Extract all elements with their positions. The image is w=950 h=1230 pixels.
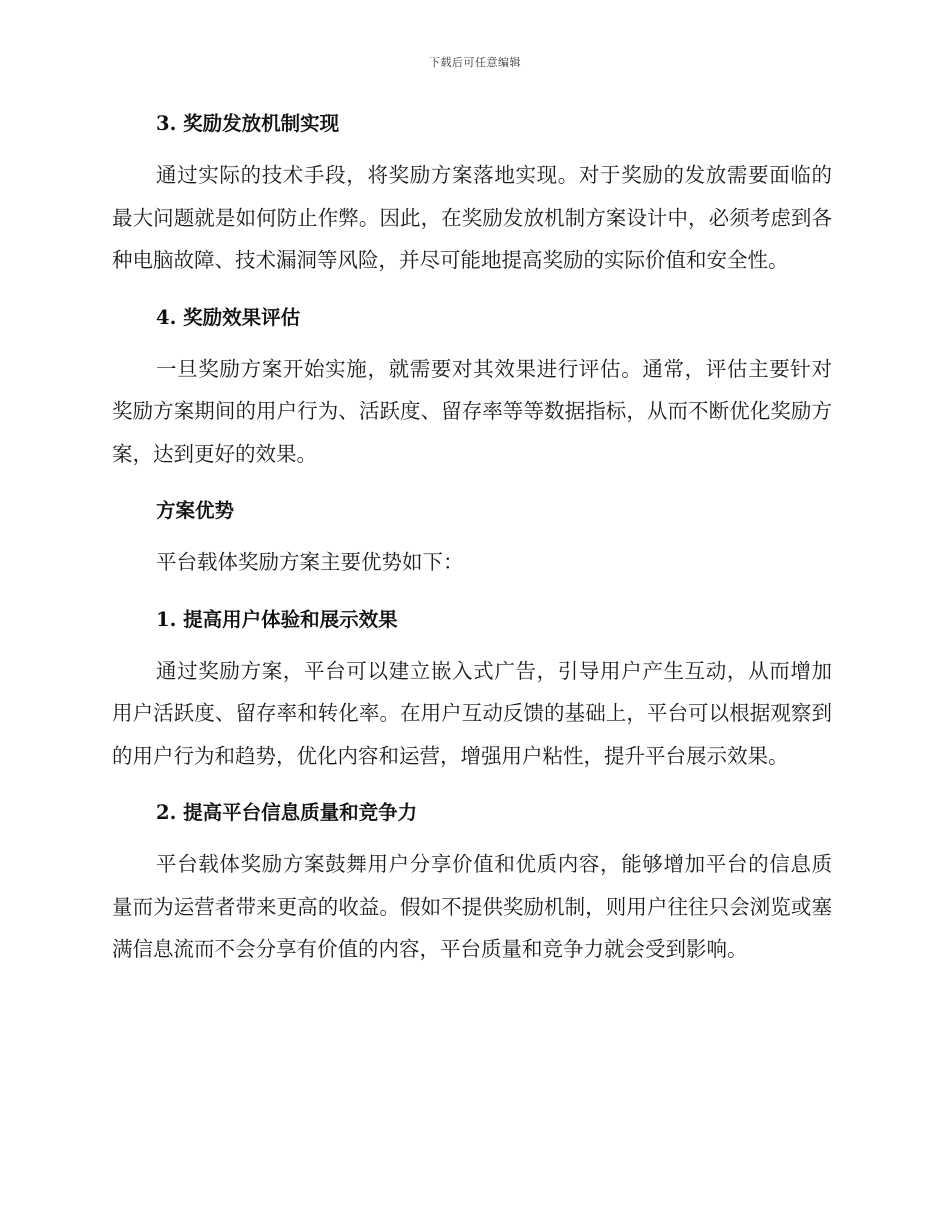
- section-heading: 方案优势: [156, 499, 235, 522]
- section-heading: 3. 奖励发放机制实现: [156, 112, 340, 135]
- section-heading: 2. 提高平台信息质量和竞争力: [156, 801, 418, 824]
- section-paragraph: 平台载体奖励方案鼓舞用户分享价值和优质内容，能够增加平台的信息质量而为运营者带来更高的收益。假如不提供奖励机制，则用户往往只会浏览或塞满信息流而不会分享有价值的内容，平台质量和竞争力就会受到影响。: [112, 852, 832, 961]
- section-paragraph: 通过奖励方案，平台可以建立嵌入式广告，引导用户产生互动，从而增加用户活跃度、留存率和转化率。在用户互动反馈的基础上，平台可以根据观察到的用户行为和趋势，优化内容和运营，增强用户粘性，提升平台展示效果。: [112, 658, 832, 768]
- document-body: [112, 110, 832, 971]
- section-paragraph: 平台载体奖励方案主要优势如下：: [156, 550, 464, 574]
- section-paragraph: 通过实际的技术手段，将奖励方案落地实现。对于奖励的发放需要面临的最大问题就是如何防止作弊。因此，在奖励发放机制方案设计中，必须考虑到各种电脑故障、技术漏洞等风险，并尽可能地提高奖励的实际价值和安全性。: [112, 163, 832, 272]
- section-heading: 1. 提高用户体验和展示效果: [156, 607, 398, 631]
- section-paragraph: 一旦奖励方案开始实施，就需要对其效果进行评估。通常，评估主要针对奖励方案期间的用户行为、活跃度、留存率等等数据指标，从而不断优化奖励方案，达到更好的效果。: [112, 356, 832, 466]
- page-header-note: 下载后可任意编辑: [429, 56, 521, 69]
- section-heading: 4. 奖励效果评估: [156, 305, 301, 329]
